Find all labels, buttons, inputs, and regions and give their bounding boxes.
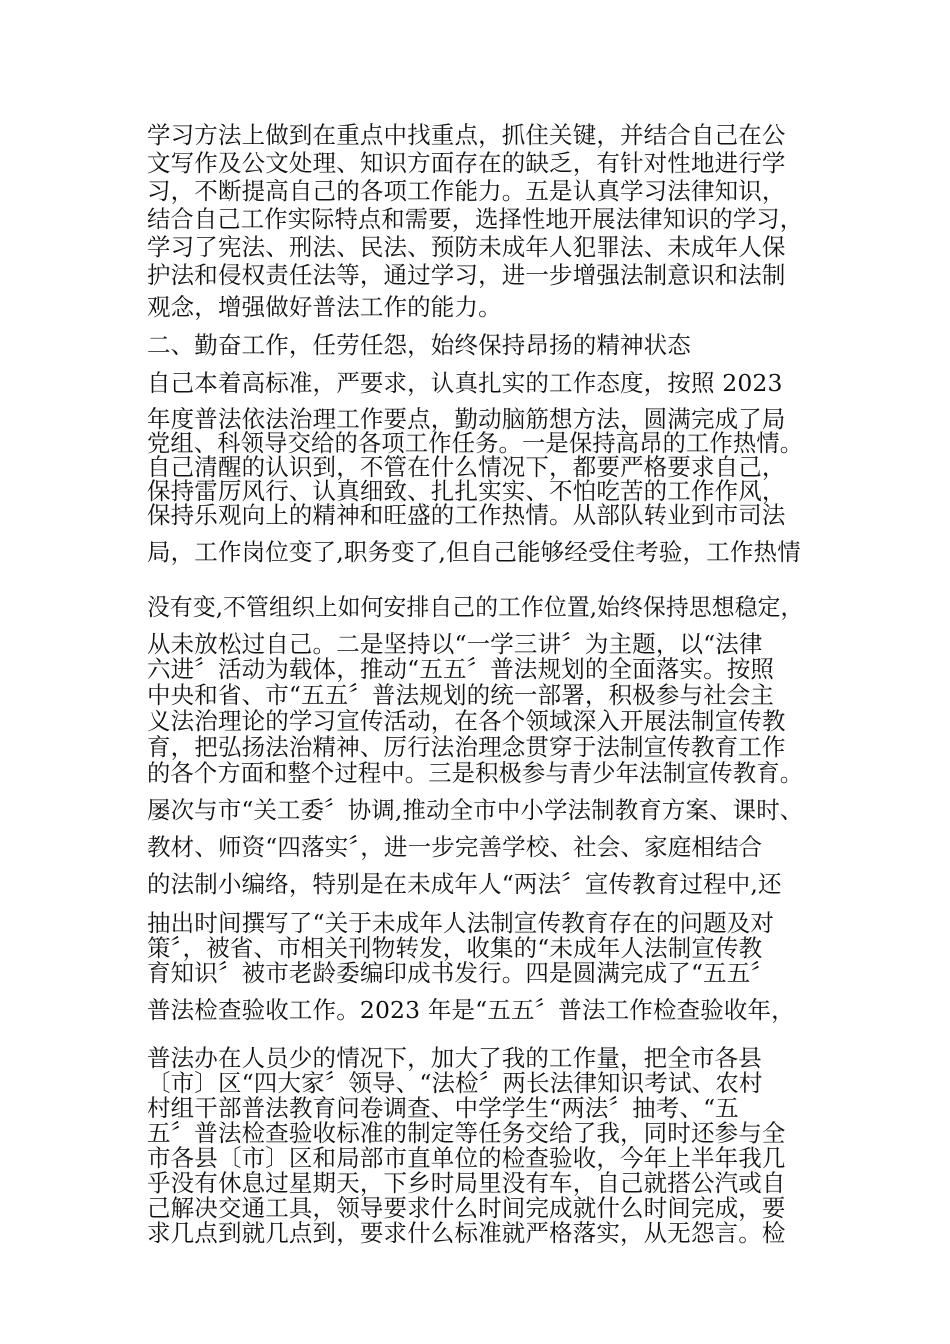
text-line: 普法检查验收工作。2023 年是“五五〞普法工作检查验收年， — [147, 996, 795, 1024]
text-line: 六进〞活动为载体，推动“五五〞普法规划的全面落实。按照 — [147, 655, 775, 683]
text-line: 己解决交通工具，领导要求什么时间完成就什么时间完成，要 — [147, 1194, 786, 1222]
text-line: 学习方法上做到在重点中找重点，抓住关键，并结合自己在公 — [147, 121, 786, 149]
text-line: 学习了宪法、刑法、民法、预防未成年人犯罪法、未成年人保 — [147, 233, 786, 261]
text-line: 自己清醒的认识到，不管在什么情况下，都要严格要求自己， — [147, 453, 786, 481]
text-line: 结合自己工作实际特点和需要，选择性地开展法律知识的学习， — [147, 205, 804, 233]
text-line: 育知识〞被市老龄委编印成书发行。四是圆满完成了“五五〞 — [147, 959, 775, 987]
text-line: 文写作及公文处理、知识方面存在的缺乏，有针对性地进行学 — [147, 149, 786, 177]
text-line: 护法和侵权责任法等，通过学习，进一步增强法制意识和法制 — [147, 261, 786, 289]
text-line: 乎没有休息过星期天，下乡时局里没有车，自己就搭公汽或自 — [147, 1169, 786, 1197]
text-line: 育，把弘扬法治精神、厉行法治理念贯穿于法制宣传教育工作 — [147, 733, 786, 761]
text-line: 义法治理论的学习宣传活动，在各个领域深入开展法制宣传教 — [147, 707, 786, 735]
text-line: 局，工作岗位变了,职务变了,但自己能够经受住考验，工作热情 — [147, 538, 801, 566]
text-line: 村组干部普法教育问卷调查、中学学生“两法〞抽考、“五 — [147, 1094, 739, 1122]
text-line: 中央和省、市“五五〞普法规划的统一部署，积极参与社会主 — [147, 681, 775, 709]
text-line: 观念，增强做好普法工作的能力。 — [147, 293, 502, 321]
text-line: 党组、科领导交给的各项工作任务。一是保持高昂的工作热情。 — [147, 429, 804, 457]
text-line: 保持雷厉风行、认真细致、扎扎实实、不怕吃苦的工作作风， — [147, 477, 786, 505]
text-line: 自己本着高标准，严要求，认真扎实的工作态度，按照 2023 — [147, 369, 783, 397]
text-line: 的各个方面和整个过程中。三是积极参与青少年法制宣传教育。 — [147, 759, 804, 787]
text-line: 保持乐观向上的精神和旺盛的工作热情。从部队转业到市司法 — [147, 501, 786, 529]
text-line: 求几点到就几点到，要求什么标准就严格落实，从无怨言。检 — [147, 1219, 786, 1247]
text-line: 普法办在人员少的情况下，加大了我的工作量，把全市各县 — [147, 1044, 762, 1072]
section-heading: 二、勤奋工作，任劳任怨，始终保持昂扬的精神状态 — [147, 331, 691, 359]
text-line: 〔市〕区“四大家〞领导、“法检〞两长法律知识考试、农村 — [147, 1069, 763, 1097]
text-line: 没有变,不管组织上如何安排自己的工作位置,始终保持思想稳定， — [147, 593, 804, 621]
text-line: 的法制小编络，特别是在未成年人“两法〞宣传教育过程中,还 — [147, 870, 782, 898]
text-line: 习，不断提高自己的各项工作能力。五是认真学习法律知识， — [147, 177, 786, 205]
text-line: 屡次与市“关工委〞协调,推动全市中小学法制教育方案、课时、 — [147, 796, 804, 824]
text-line: 策〞，被省、市相关刊物转发，收集的“未成年人法制宣传教 — [147, 934, 763, 962]
text-line: 从未放松过自己。二是坚持以“一学三讲〞为主题，以“法律 — [147, 630, 763, 658]
text-line: 年度普法依法治理工作要点，勤动脑筋想方法，圆满完成了局 — [147, 405, 786, 433]
text-line: 五〞普法检查验收标准的制定等任务交给了我，同时还参与全 — [147, 1119, 786, 1147]
text-line: 市各县〔市〕区和局部市直单位的检查验收，今年上半年我几 — [147, 1144, 786, 1172]
text-line: 抽出时间撰写了“关于未成年人法制宣传教育存在的问题及对 — [147, 909, 775, 937]
text-line: 教材、师资“四落实〞，进一步完善学校、社会、家庭相结合 — [147, 833, 763, 861]
